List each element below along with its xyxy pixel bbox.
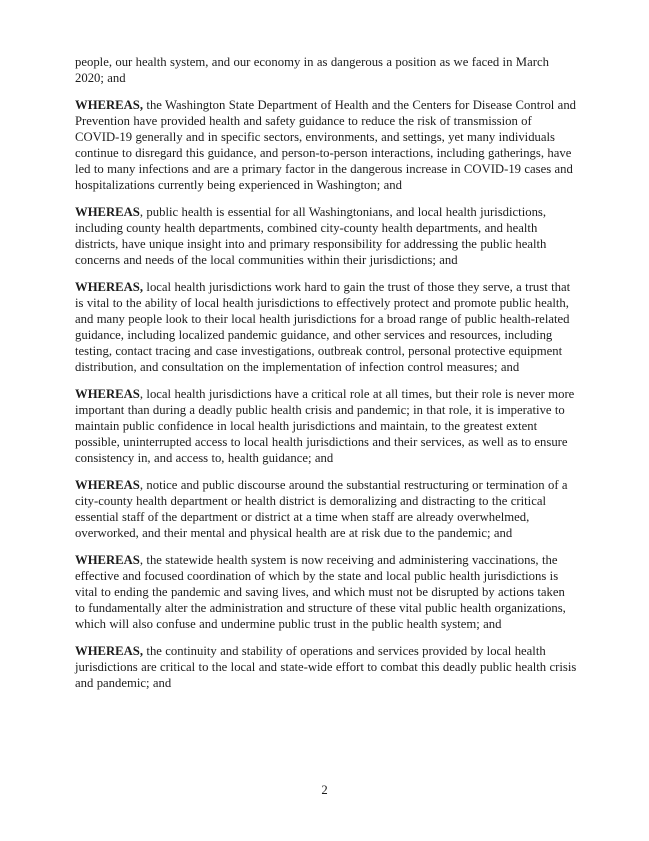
- paragraph-text: the Washington State Department of Health and the Centers for Disease Control and Prevention have provided health and safety guidance to reduce the risk of transmission of COVID-19 generally and in specific sectors, environments, and settings, yet many individuals continue to disregard this guidance, and person-to-person interactions, including gatherings, have led to many infections and are a primary factor in the dangerous increase in COVID-19 cases and hospitalizations currently being experienced in Washington; and: [75, 98, 577, 192]
- page-number: 2: [321, 783, 328, 797]
- whereas-label: WHEREAS,: [75, 644, 144, 658]
- paragraph-text: the continuity and stability of operations and services provided by local health jurisdictions are critical to the local and state-wide effort to combat this deadly public health crisis and pandemic; and: [75, 644, 577, 690]
- paragraph-whereas-1: [75, 97, 578, 193]
- paragraph-whereas-2: [75, 204, 578, 268]
- whereas-label: WHEREAS,: [75, 98, 144, 112]
- whereas-label: WHEREAS: [75, 205, 140, 219]
- whereas-label: WHEREAS: [75, 387, 140, 401]
- paragraph-whereas-5: [75, 477, 578, 541]
- whereas-label: WHEREAS: [75, 478, 140, 492]
- whereas-label: WHEREAS,: [75, 280, 144, 294]
- paragraph-text: local health jurisdictions work hard to gain the trust of those they serve, a trust that is vital to the ability of local health jurisdictions to effectively protect and promote public health, and many people look to their local health jurisdictions for a broad range of public health-related guidance, including localized pandemic guidance, and other services and resources, including testing, contact tracing and case investigations, outbreak control, personal protective equipment distribution, and consultation on the implementation of infection control measures; and: [75, 280, 571, 374]
- document-body: [75, 54, 578, 702]
- paragraph-text: , public health is essential for all Washingtonians, and local health jurisdictions, including county health departments, combined city-county health departments, and health districts, have unique insight into and primary responsibility for addressing the public health concerns and needs of the local communities within their jurisdictions; and: [75, 205, 547, 267]
- paragraph-whereas-4: [75, 386, 578, 466]
- paragraph-text: , local health jurisdictions have a critical role at all times, but their role is never more important than during a deadly public health crisis and pandemic; in that role, it is imperative to maintain public confidence in local health jurisdictions and maintain, to the greatest extent possible, uninterrupted access to local health jurisdictions and their services, as well as to ensure consistency in, and access to, health guidance; and: [75, 387, 575, 465]
- paragraph-whereas-6: [75, 552, 578, 632]
- paragraph-whereas-7: [75, 643, 578, 691]
- paragraph-continuation: [75, 54, 578, 86]
- page-number-footer: [0, 782, 649, 798]
- paragraph-text: people, our health system, and our economy in as dangerous a position as we faced in March 2020; and: [75, 55, 549, 85]
- paragraph-text: , the statewide health system is now receiving and administering vaccinations, the effective and focused coordination of which by the state and local public health jurisdictions is vital to ending the pandemic and saving lives, and which must not be disrupted by actions taken to fundamentally alter the administration and structure of these vital public health organizations, which will also confuse and undermine public trust in the public health system; and: [75, 553, 566, 631]
- paragraph-text: , notice and public discourse around the substantial restructuring or termination of a city-county health department or health district is demoralizing and distracting to the critical essential staff of the department or district at a time when staff are already overwhelmed, overworked, and their mental and physical health are at risk due to the pandemic; and: [75, 478, 568, 540]
- paragraph-whereas-3: [75, 279, 578, 375]
- whereas-label: WHEREAS: [75, 553, 140, 567]
